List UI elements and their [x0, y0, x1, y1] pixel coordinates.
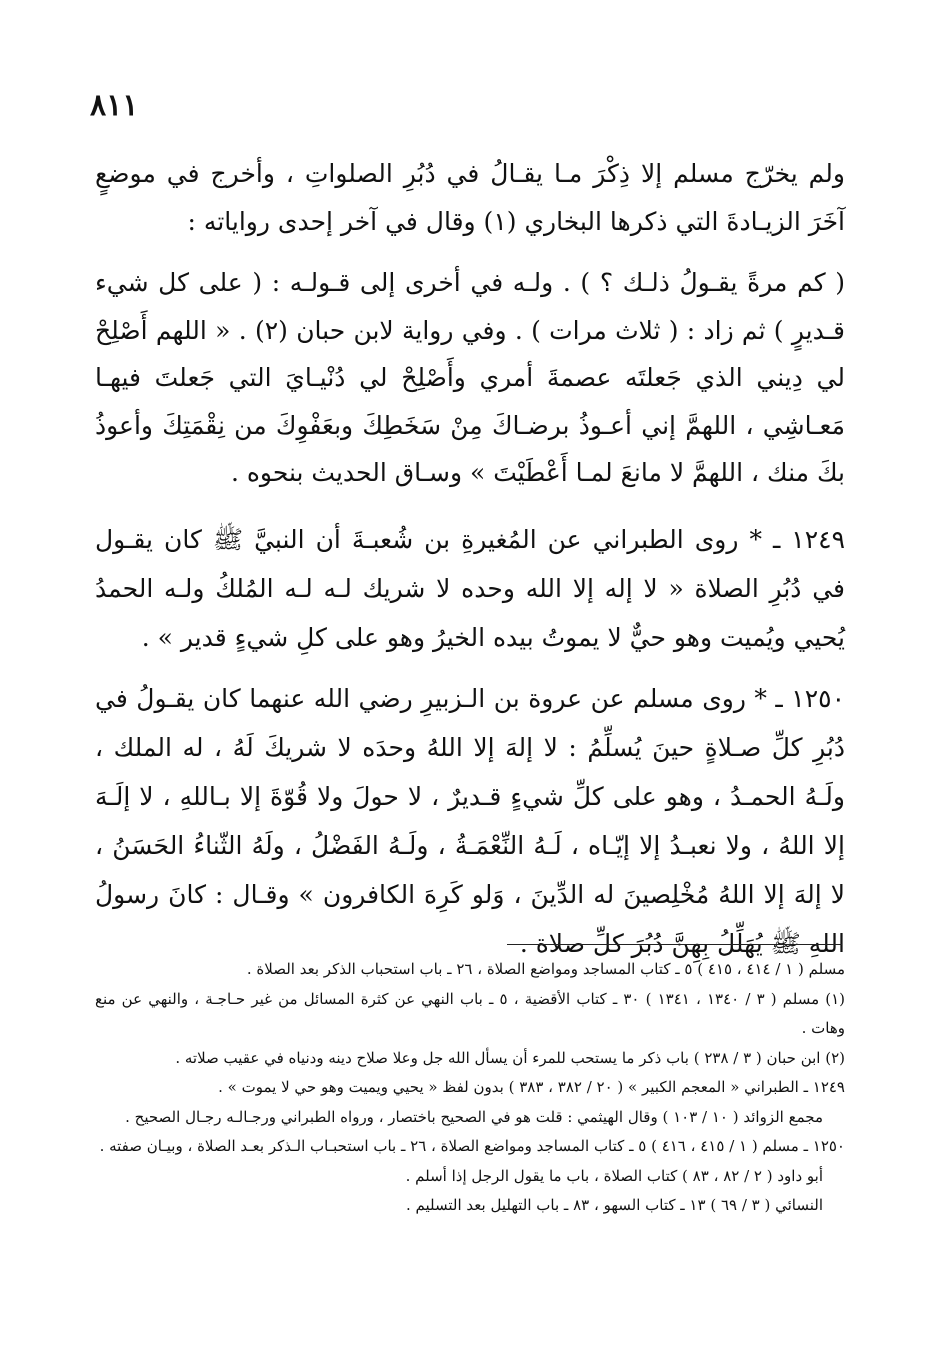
- footnotes: [95, 955, 845, 1221]
- hadith-1249: ١٢٤٩ ـ * روى الطبراني عن المُغيرةِ بن شُعبـةَ أن النبيَّ ﷺ كان يقـول في دُبُرِ الصلاة « لا إله إلا الله وحده لا شريك لـه لـه المُلكُ ولـه الحمدُ يُحيي ويُميت وهو حيٌّ لا يموتُ بيده الخيرُ وهو على كلِ شيءٍ قدير » .: [95, 524, 845, 652]
- footnote: مجمع الزوائد ( ١٠ / ١٠٣ ) وقال الهيثمي : قلت هو في الصحيح باختصار ، ورواه الطبراني ورجـالـه رجـال الصحيح .: [125, 1107, 823, 1126]
- page-number: ٨١١: [90, 88, 139, 123]
- main-text: [95, 150, 845, 968]
- footnote: ١٢٤٩ ـ الطبراني « المعجم الكبير » ( ٢٠ / ٣٨٢ ، ٣٨٣ ) بدون لفظ « يحيي ويميت وهو حي لا يموت » .: [218, 1078, 845, 1096]
- footnote: (٢) ابن حبان ( ٣ / ٢٣٨ ) باب ذكر ما يستحب للمرء أن يسأل الله جل وعلا صلاح دينه ودنياه في عقيب صلاته .: [175, 1048, 845, 1067]
- body-paragraph-1: ولم يخرّج مسلم إلا ذِكْرَ مـا يقـالُ في دُبُرِ الصلواتِ ، وأخرج في موضعٍ آخَرَ الزيـادةَ التي ذكرها البخاري (١) وقال في آخر إحدى رواياته :: [95, 159, 845, 236]
- footnote: مسلم ( ١ / ٤١٤ ، ٤١٥ ) ٥ ـ كتاب المساجد ومواضع الصلاة ، ٢٦ ـ باب استحباب الذكر بعد الصلاة .: [246, 960, 845, 978]
- footnote-separator: [507, 944, 842, 945]
- hadith-1250: ١٢٥٠ ـ * روى مسلم عن عروة بن الـزبيرِ رضي الله عنهما كان يقـولُ في دُبُرِ كلِّ صـلاةٍ حينَ يُسلِّمُ : لا إلهَ إلا اللهُ وحدَه لا شريكَ لَهُ ، له الملك ، ولَـهُ الحمـدُ ، وهو على كلِّ شيءٍ قـديرٌ ، لا حولَ ولا قُوّةَ إلا بـاللهِ ، لا إلَـهَ إلا اللهُ ، ولا نعبـدُ إلا إيّـاه ، لَـهُ النِّعْمَـةُ ، ولَـهُ الفَضْلُ ، ولَهُ الثّناءُ الحَسَنُ ، لا إلهَ إلا اللهُ مُخْلِصينَ له الدِّينَ ، وَلو كَرِهَ الكافرون » وقـال : كانَ رسولُ اللهِ ﷺ يُهَلِّلُ بِهِنَّ دُبُرَ كلِّ صلاة .: [95, 683, 845, 958]
- footnote: أبو داود ( ٢ / ٨٢ ، ٨٣ ) كتاب الصلاة ، باب ما يقول الرجل إذا أسلم .: [405, 1166, 823, 1185]
- footnote: ١٢٥٠ ـ مسلم ( ١ / ٤١٥ ، ٤١٦ ) ٥ ـ كتاب المساجد ومواضع الصلاة ، ٢٦ ـ باب استحبـاب الـذكر بعـد الصلاة ، وبيـان صفته .: [99, 1137, 845, 1155]
- footnote: (١) مسلم ( ٣ / ١٣٤٠ ، ١٣٤١ ) ٣٠ ـ كتاب الأقضية ، ٥ ـ باب النهي عن كثرة المسائل من غير حـاجـة ، والنهي عن منع وهات .: [95, 989, 846, 1037]
- footnote: النسائي ( ٣ / ٦٩ ) ١٣ ـ كتاب السهو ، ٨٣ ـ باب التهليل بعد التسليم .: [406, 1196, 823, 1214]
- body-paragraph-2: ( كم مرةً يقـولُ ذلـك ؟ ) . ولـه في أخرى إلى قـولـه : ( على كل شيء قـديرٍ ) ثم زاد : ( ثلاث مرات ) . وفي رواية لابن حبان (٢) . « اللهم أَصْلِحْ لي دِيني الذي جَعلتَه عصمةَ أمري وأَصْلِحْ لي دُنْيـايَ التي جَعلتَ فيهـا مَعـاشِي ، اللهمَّ إني أعـوذُ برضـاكَ مِنْ سَخَطِكَ وبعَفْوِكَ من نِقْمَتِكَ وأعوذُ بكَ منك ، اللهمَّ لا مانعَ لمـا أَعْطَيْتَ » وسـاق الحديث بنحوه .: [95, 268, 845, 487]
